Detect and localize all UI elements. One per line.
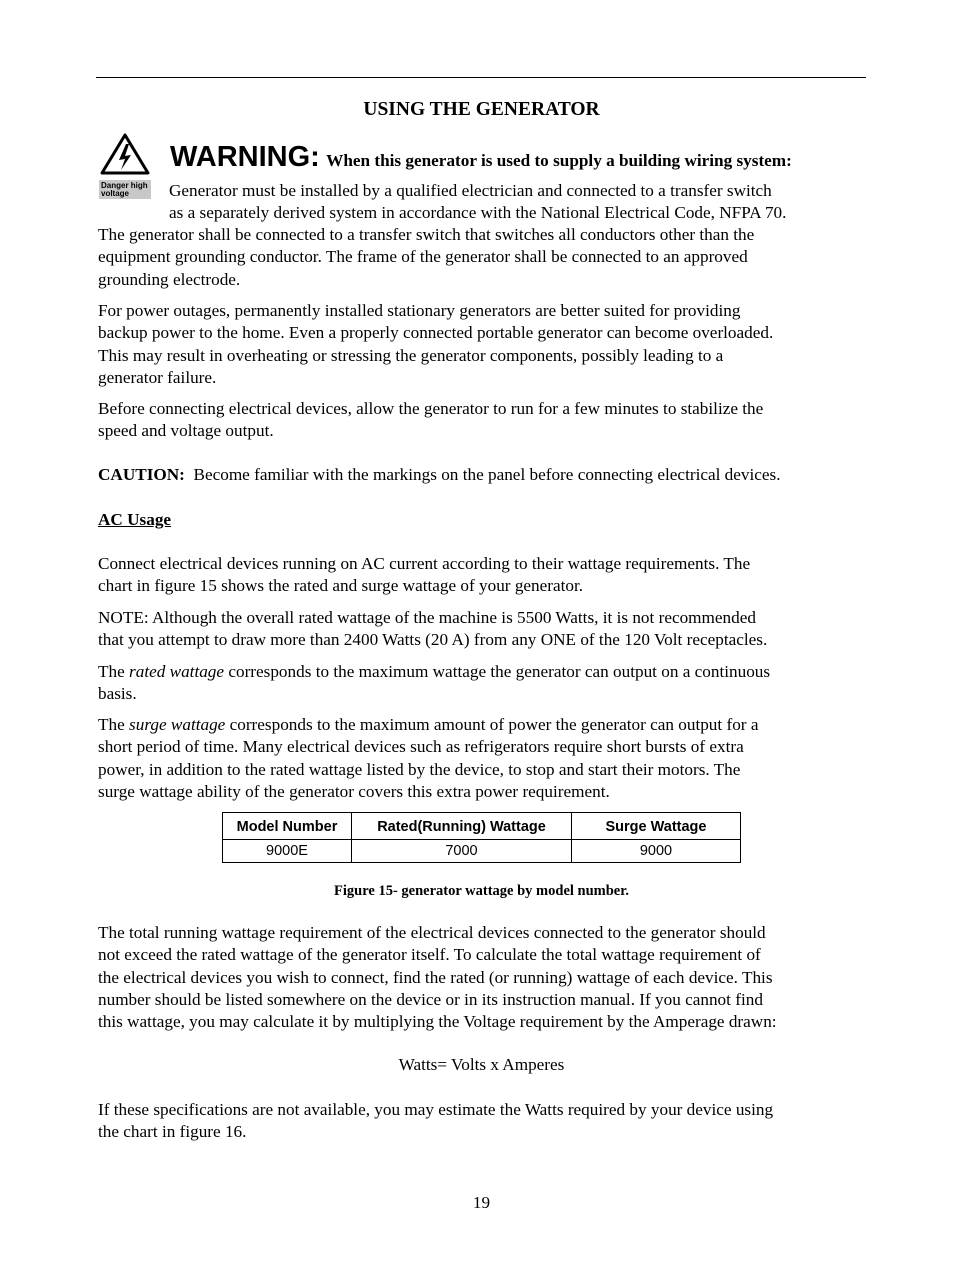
danger-high-voltage-icon: [99, 133, 153, 199]
paragraph-connect: [98, 553, 868, 598]
text-line: speed and voltage output.: [98, 421, 274, 441]
ac-usage-heading: AC Usage: [98, 510, 172, 529]
paragraph-surge: [98, 714, 868, 803]
paragraph-before: [98, 398, 868, 443]
text-line: This may result in overheating or stressing the generator components, possibly leading to a: [98, 345, 724, 365]
section-title: USING THE GENERATOR: [363, 99, 600, 120]
header-rule: [96, 77, 866, 78]
text-line: number should be listed somewhere on the device or in its instruction manual. If you cannot find: [98, 989, 763, 1009]
warning-heading: [170, 141, 792, 173]
text-post: corresponds to the maximum amount of power the generator can output for a: [225, 715, 759, 734]
danger-label: Danger high voltage: [99, 180, 151, 199]
paragraph-total: [98, 922, 868, 1033]
text-line: short period of time. Many electrical devices such as refrigerators require short bursts of extra: [98, 737, 744, 757]
text-line: backup power to the home. Even a properly connected portable generator can become overloaded.: [98, 323, 774, 343]
warning-triangle-icon: [100, 133, 150, 175]
warning-indented-text: [169, 180, 939, 225]
figure-caption: Figure 15- generator wattage by model number.: [334, 883, 629, 899]
text-line: the electrical devices you wish to connect, find the rated (or running) wattage of each device. This: [98, 967, 773, 987]
paragraph-outages: [98, 300, 868, 389]
text-line: For power outages, permanently installed stationary generators are better suited for providing: [98, 301, 741, 320]
caution-label: CAUTION:: [98, 465, 185, 484]
text-line: The total running wattage requirement of the electrical devices connected to the generator should: [98, 923, 766, 942]
column-header: Rated(Running) Wattage: [352, 813, 572, 840]
text-line: generator failure.: [98, 367, 217, 387]
text-line: [98, 714, 868, 736]
text-line: this wattage, you may calculate it by multiplying the Voltage requirement by the Amperage drawn:: [98, 1012, 777, 1032]
paragraph-estimate: [98, 1099, 868, 1144]
paragraph-rated: [98, 661, 868, 706]
text-pre: The: [98, 662, 130, 681]
text-line: as a separately derived system in accordance with the National Electrical Code, NFPA 70.: [169, 203, 787, 223]
text-line: If these specifications are not available, you may estimate the Watts required by your device using: [98, 1100, 774, 1119]
caution-text: Become familiar with the markings on the panel before connecting electrical devices.: [184, 465, 781, 484]
warning-text: [98, 224, 868, 291]
rated-wattage-term: rated wattage: [129, 662, 225, 681]
text-line: The generator shall be connected to a transfer switch that switches all conductors other than the: [98, 225, 755, 244]
text-line: basis.: [98, 684, 137, 704]
table-cell: 9000E: [223, 840, 352, 863]
surge-wattage-term: surge wattage: [129, 715, 226, 734]
table-cell: 7000: [352, 840, 572, 863]
text-line: surge wattage ability of the generator covers this extra power requirement.: [98, 781, 610, 801]
text-line: chart in figure 15 shows the rated and surge wattage of your generator.: [98, 576, 584, 596]
wattage-table: [222, 812, 741, 863]
text-line: Generator must be installed by a qualified electrician and connected to a transfer switch: [169, 181, 772, 200]
paragraph-note: [98, 607, 868, 652]
column-header: Model Number: [223, 813, 352, 840]
text-line: power, in addition to the rated wattage listed by the device, to stop and start their motors. The: [98, 759, 741, 779]
text-line: not exceed the rated wattage of the generator itself. To calculate the total wattage requirement of: [98, 945, 761, 965]
table-cell: 9000: [572, 840, 741, 863]
table-row: [223, 840, 741, 863]
text-line: that you attempt to draw more than 2400 Watts (20 A) from any ONE of the 120 Volt receptacles.: [98, 630, 768, 650]
column-header: Surge Wattage: [572, 813, 741, 840]
page-number: 19: [472, 1193, 491, 1212]
text-line: grounding electrode.: [98, 269, 241, 289]
table-header-row: [223, 813, 741, 840]
warning-word: WARNING:: [170, 141, 320, 173]
caution-line: [98, 464, 868, 486]
text-line: NOTE: Although the overall rated wattage of the machine is 5500 Watts, it is not recommended: [98, 608, 756, 627]
text-pre: The: [98, 715, 130, 734]
text-line: [98, 661, 868, 683]
warning-subtitle: When this generator is used to supply a building wiring system:: [326, 151, 792, 170]
text-line: equipment grounding conductor. The frame of the generator shall be connected to an approved: [98, 247, 748, 267]
text-line: Connect electrical devices running on AC current according to their wattage requirements. The: [98, 554, 751, 573]
text-post: corresponds to the maximum wattage the generator can output on a continuous: [224, 662, 771, 681]
text-line: Before connecting electrical devices, allow the generator to run for a few minutes to stabilize the: [98, 399, 764, 418]
text-line: the chart in figure 16.: [98, 1122, 247, 1142]
formula: Watts= Volts x Amperes: [398, 1055, 565, 1074]
